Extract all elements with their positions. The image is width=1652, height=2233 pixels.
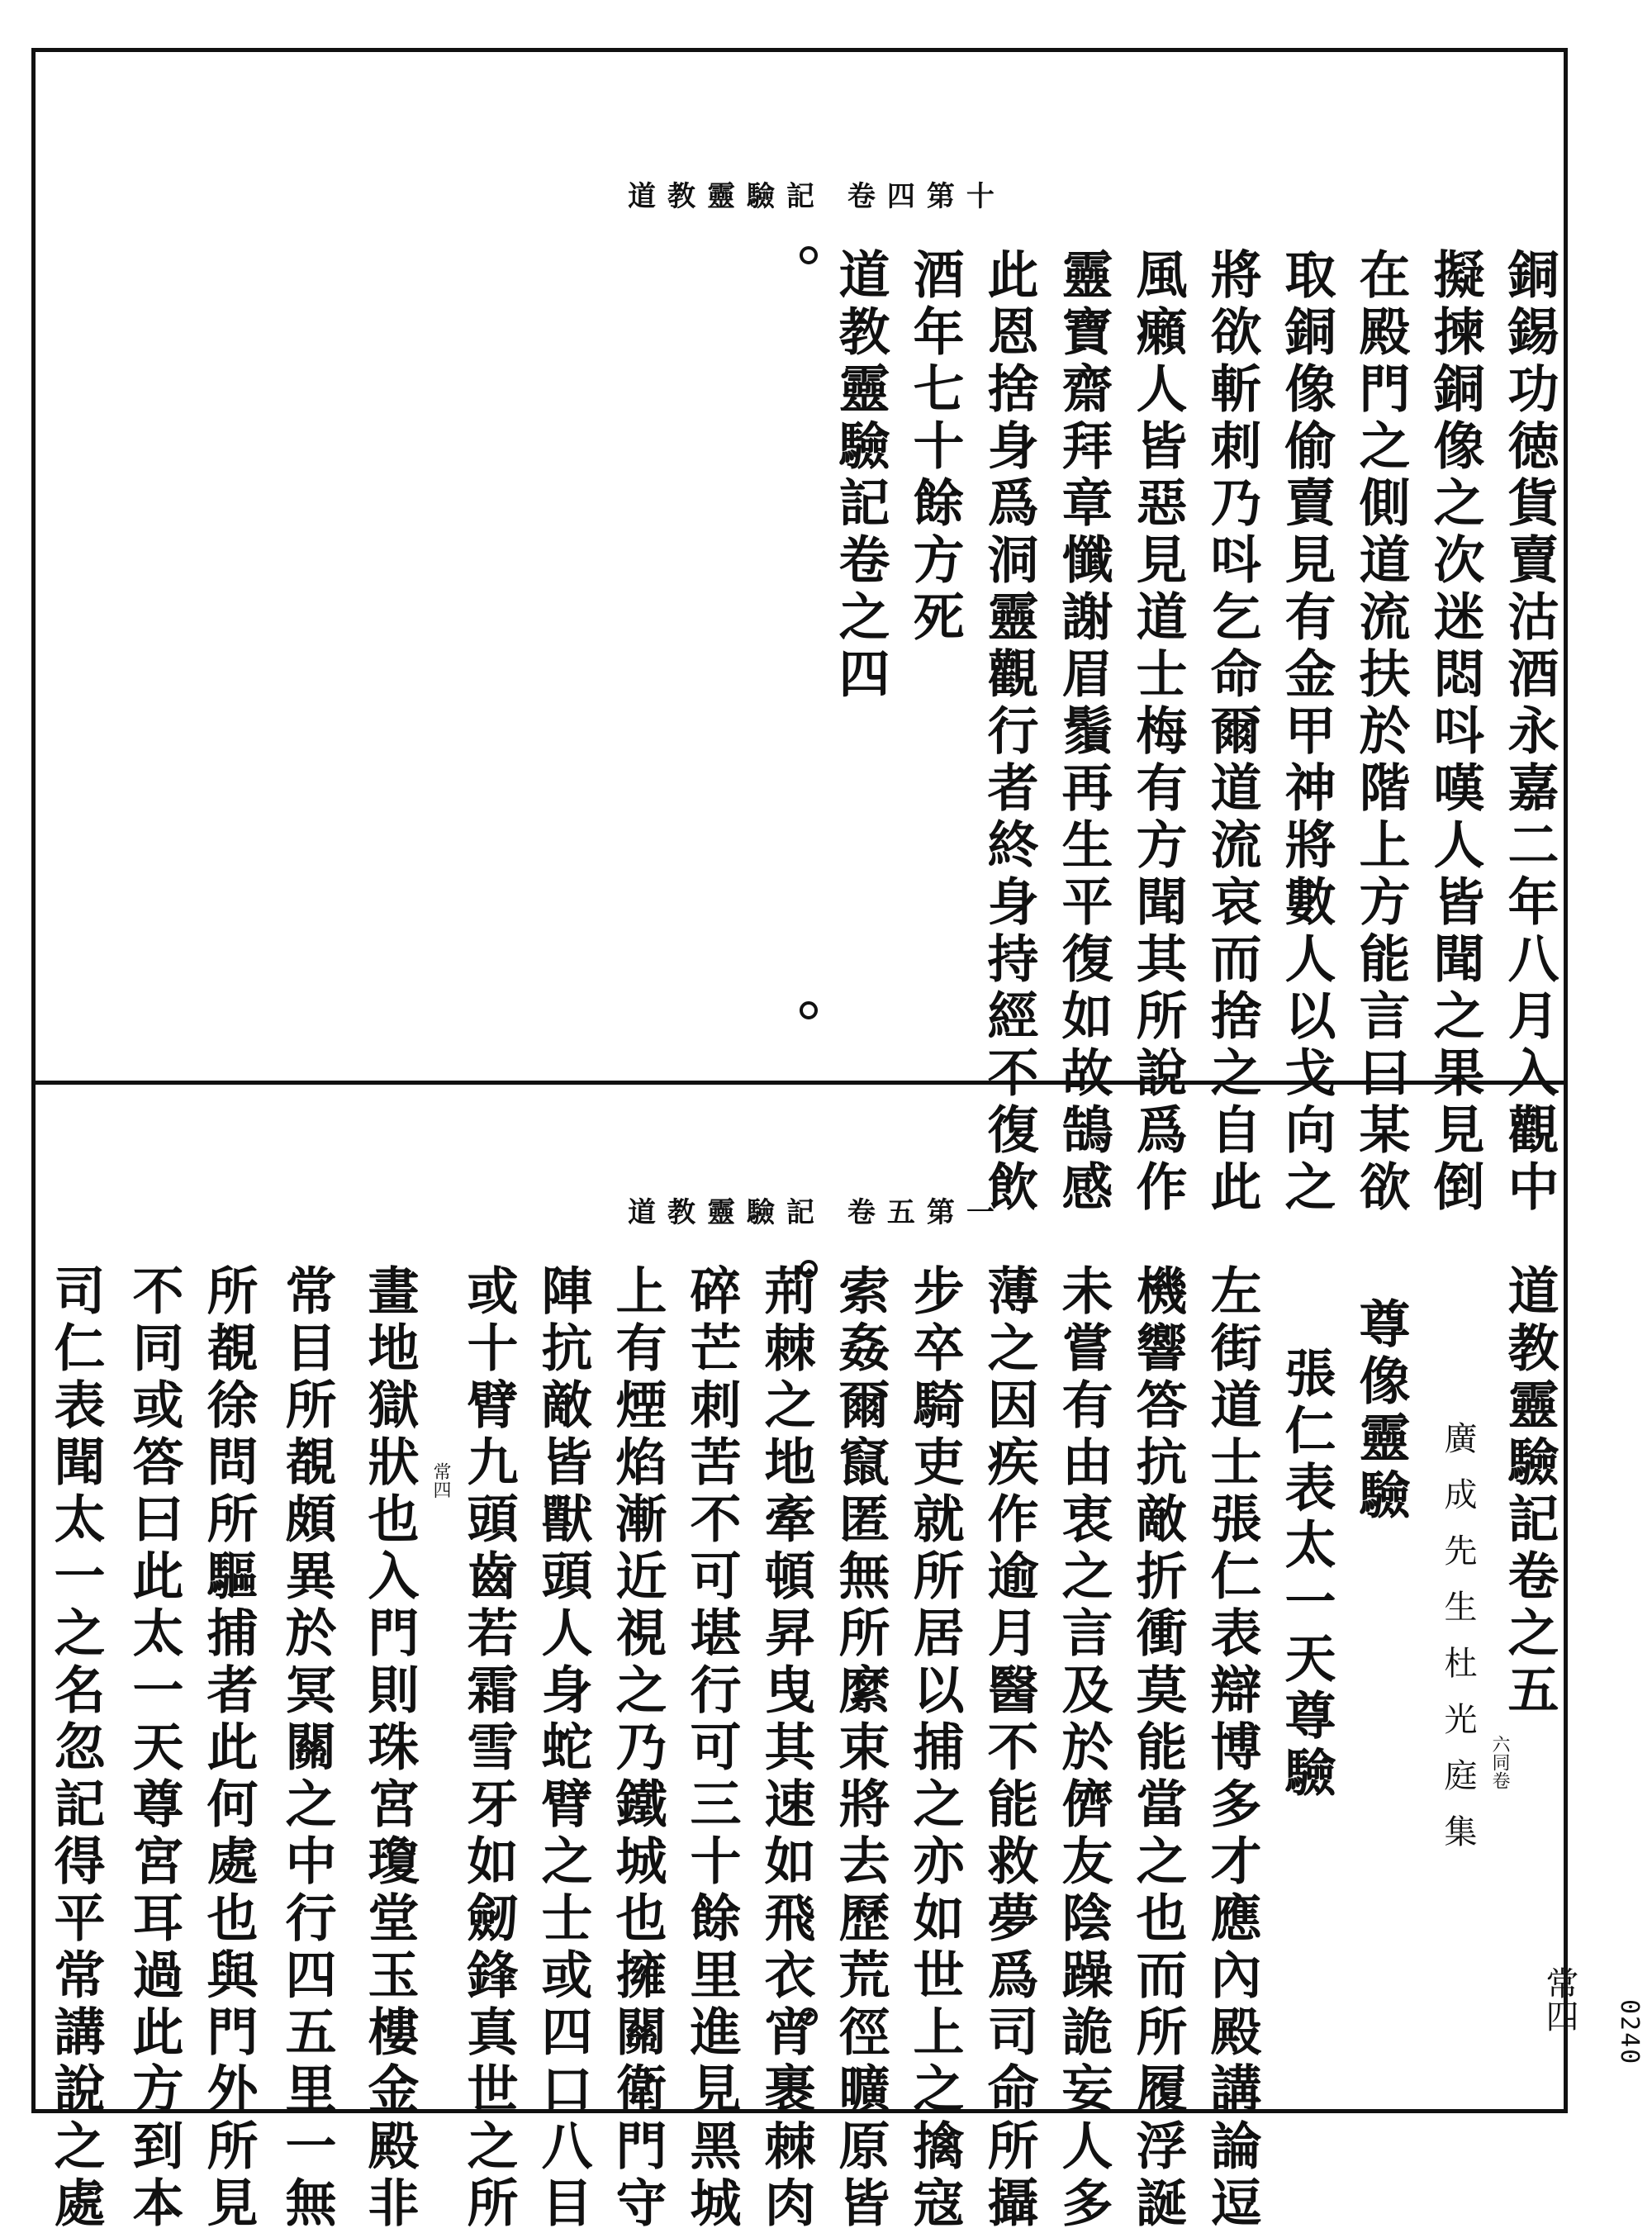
page-note: 常四 (1540, 1966, 1578, 2032)
bottom-column-5: 步卒騎吏就所居以捕之亦如世上之擒寇 (904, 1264, 965, 2233)
bottom-column-16: 司仁表聞太一之名忽記得平常講說之處 (45, 1264, 106, 2233)
bottom-column-10: 陣抗敵皆獸頭人身蛇臂之士或四口八目 (533, 1264, 593, 2233)
section-title: 尊像靈驗 (1351, 1297, 1411, 1525)
bottom-column-13: 常目所覩頗異於冥關之中行四五里一無 (277, 1264, 337, 2233)
bottom-column-7: 荊棘之地牽頓昇曳其速如飛衣宵裹棘肉 (756, 1264, 816, 2233)
top-column-4: 取銅像偷賣見有金甲神將數人以戈向之 (1276, 248, 1336, 1217)
top-column-1: 銅錫功徳貨賣沽酒永嘉二年八月入觀中 (1499, 248, 1559, 1217)
top-column-8: 此恩捨身爲洞靈觀行者終身持經不復飲 (979, 248, 1039, 1217)
bottom-column-15: 不同或答曰此太一天尊宮耳過此方到本 (124, 1264, 184, 2233)
top-column-7: 靈寶齋拜章懺謝眉鬚再生平復如故鵠感 (1053, 248, 1113, 1217)
circle-mark (800, 1001, 818, 1019)
bottom-column-2: 機響答抗敵折衝莫能當之也而所履浮誕 (1127, 1264, 1188, 2233)
circle-mark (800, 246, 818, 264)
circle-mark (800, 1260, 818, 1278)
author-line: 廣成先生杜光庭集 (1439, 1421, 1477, 1870)
bottom-column-6: 索姦爾竄匿無所縻束將去歷荒徑曠原皆 (830, 1264, 890, 2233)
top-column-5: 將欲斬刺乃呌乞命爾道流哀而捨之自此 (1202, 248, 1262, 1217)
bottom-column-11: 或十臂九頭齒若霜雪牙如劒鋒真世之所 (458, 1264, 519, 2233)
circle-mark (800, 2007, 818, 2026)
story-title: 張仁表太一天尊驗 (1276, 1347, 1336, 1803)
top-column-10: 道教靈驗記卷之四 (830, 248, 890, 704)
volume-note: 六同卷 (1489, 1735, 1510, 1789)
volume-title: 道教靈驗記卷之五 (1499, 1264, 1559, 1720)
top-column-9: 酒年七十餘方死 (904, 248, 965, 647)
top-column-6: 風癩人皆惡見道士梅有方聞其所說爲作 (1127, 248, 1188, 1217)
bottom-column-9: 上有煙焰漸近視之乃鐵城也擁關衛門守 (607, 1264, 667, 2233)
bottom-column-14: 所覩徐問所驅捕者此何處也與門外所見 (198, 1264, 259, 2233)
page-number: 0240 (1615, 1999, 1644, 2066)
bottom-column-12: 畫地獄狀也入門則珠宮瓊堂玉樓金殿非 (359, 1264, 420, 2233)
top-column-2: 擬揀銅像之次迷悶呌嘆人皆聞之果見倒 (1425, 248, 1485, 1217)
bottom-column-3: 未嘗有由衷之言及於儕友陰躁詭妄人多 (1053, 1264, 1113, 2233)
bottom-column-1: 左街道士張仁表辯博多才應內殿講論逗 (1202, 1264, 1262, 2233)
top-page-header: 道教靈驗記 卷四第十 (628, 180, 1006, 213)
fold-note: 常四 (430, 1462, 451, 1499)
bottom-column-8: 碎芒刺苦不可堪行可三十餘里進見黑城 (681, 1264, 742, 2233)
page-divider (31, 1081, 1568, 1085)
bottom-page-header: 道教靈驗記 卷五第一 (628, 1196, 1006, 1229)
top-column-3: 在殿門之側道流扶於階上方能言曰某欲 (1351, 248, 1411, 1217)
bottom-column-4: 薄之因疾作逾月醫不能救夢爲司命所攝 (979, 1264, 1039, 2233)
